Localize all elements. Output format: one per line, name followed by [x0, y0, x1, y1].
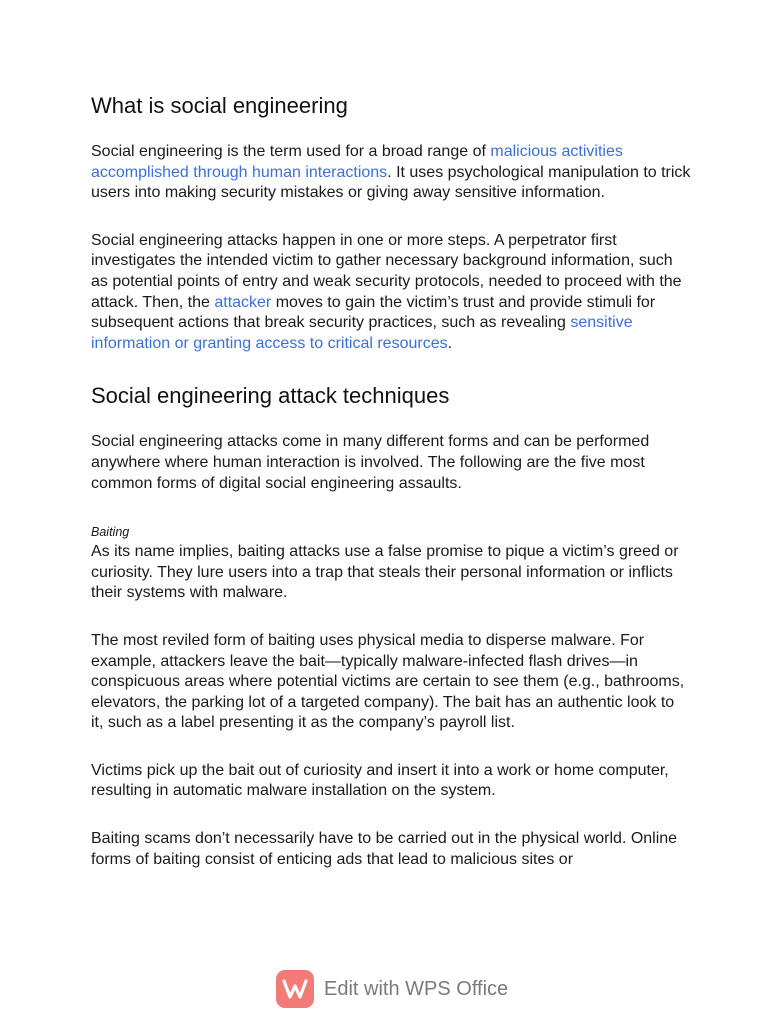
paragraph-baiting-3: Victims pick up the bait out of curiosity and insert it into a work or home computer, resulting in automatic malware installation on the system. [91, 761, 669, 800]
text-run: . It uses psychological manipulation to trick users into making security mistakes or giving away sensitive information. [91, 163, 691, 202]
edit-with-wps-button[interactable] [276, 969, 508, 1009]
wps-logo-icon [276, 970, 314, 1008]
wps-label: Edit with WPS Office [324, 977, 509, 1000]
text-run: Social engineering is the term used for a broad range of [91, 143, 491, 160]
paragraph-baiting-1: As its name implies, baiting attacks use a false promise to pique a victim’s greed or curiosity. They lure users into a trap that steals their personal information or inflicts their systems with malware. [91, 543, 679, 602]
link-attacker[interactable]: attacker [214, 293, 272, 311]
text-run: moves to gain the victim’s trust and provide stimuli for subsequent actions that break security practices, such as revealing [91, 293, 656, 332]
link-malicious-activities[interactable]: malicious activities accomplished through human interactions [91, 143, 623, 181]
text-run: . [447, 334, 453, 352]
paragraph-baiting-4: Baiting scams don’t necessarily have to be carried out in the physical world. Online forms of baiting consist of enticing ads that lead to malicious sites or [91, 830, 678, 868]
link-sensitive-information[interactable]: sensitive information or granting access to critical resources [91, 314, 633, 352]
heading-what-is-social-engineering: What is social engineering [91, 93, 348, 118]
text-run: Social engineering attacks happen in one or more steps. A perpetrator first investigates the intended victim to gather necessary background information, such as potential points of entry and weak security protocols, needed to proceed with the attack. Then, the [91, 231, 682, 311]
subheading-baiting: Baiting [91, 525, 130, 540]
document-content [91, 88, 691, 870]
paragraph-techniques-intro: Social engineering attacks come in many different forms and can be performed anywhere where human interaction is involved. The following are the five most common forms of digital social engineering assaults. [91, 433, 650, 492]
paragraph-baiting-2: The most reviled form of baiting uses physical media to disperse malware. For example, attackers leave the bait—typically malware-infected flash drives—in conspicuous areas where potential victims are certain to see them (e.g., bathrooms, elevators, the parking lot of a targeted company). The bait has an authentic look to it, such as a label presenting it as the company’s payroll list. [91, 631, 685, 732]
heading-attack-techniques: Social engineering attack techniques [91, 383, 450, 409]
paragraph-definition [91, 142, 691, 204]
paragraph-attack-steps [91, 231, 691, 355]
